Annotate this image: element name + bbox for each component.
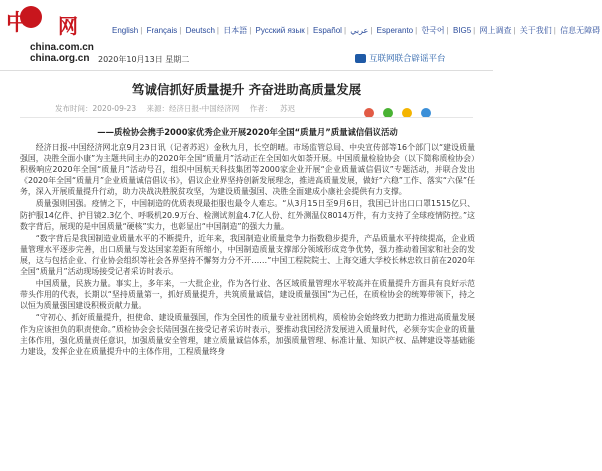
lang-link[interactable]: Esperanto <box>376 26 414 35</box>
domain-china-com-cn[interactable]: china.com.cn <box>30 42 94 53</box>
language-nav: English | Français | Deutsch | 日本語 | Русский язык | Español | عربي | Esperanto | 한국어 | BIG5 | 网上调查 | 关于我们 | 信息无障碍 <box>112 26 601 35</box>
lang-link[interactable]: Français <box>146 26 178 35</box>
qzone-share-icon[interactable] <box>402 108 412 118</box>
paragraph: 经济日报-中国经济网北京9月23日讯（记者苏迟）金秋九月，长空朗晴。市场监管总局、中央宣传部等16个部门以“建设质量强国，决胜全面小康”为主题共同主办的2020年全国“质量月”活动正在全国如火如荼开展。中国质量检验协会（以下简称质检协会）积极响应2020年全国“质量月”活动号召，组织中国航天科技集团等2000家企业开展“企业质量诚信倡议”专题活动，并联合发出《2020年全国“质量月”企业质量诚信倡议书》，倡议企业界坚持创新发展理念，推进高质量发展，做好“六稳”工作、落实“六保”任务，深入开展质量提升行动，助力决战决胜脱贫攻坚，为建设质量强国、决胜全面建成小康社会提供有力支撑。 <box>20 143 475 197</box>
site-header <box>0 0 601 72</box>
share-bar <box>360 102 431 121</box>
lang-link[interactable]: English <box>112 26 139 35</box>
about-link[interactable]: 关于我们 <box>519 26 552 35</box>
lang-link[interactable]: Español <box>313 26 342 35</box>
lang-link[interactable]: عربي <box>350 26 369 35</box>
article-body <box>20 126 475 358</box>
accessibility-link[interactable]: 信息无障碍 <box>560 26 601 35</box>
paragraph: “数字背后是我国制造业质量水平的不断提升，近年来，我国制造业质量竞争力指数稳步提升，产品质量水平持续提高，企业质量管理水平逐步完善，出口质量与发达国家差距有所缩小，中国制造质量支撑部分领域形成竞争优势，强力推动着国家和社会的发展，这与包括企业、行业协会组织等社会各界坚持不懈努力分不开……”中国工程院院士、上海交通大学校长林忠钦日前在2020年全国“质量月”活动现场接受记者采访时表示。 <box>20 233 475 277</box>
platform-icon <box>355 54 366 63</box>
meta-divider <box>20 117 473 118</box>
author-name: 苏迟 <box>280 104 296 113</box>
logo-glyph[interactable]: 中 <box>6 10 29 36</box>
survey-link[interactable]: 网上调查 <box>479 26 512 35</box>
article-subtitle: ——质检协会携手2000家优秀企业开展2020年全国“质量月”质量诚信倡议活动 <box>97 127 398 137</box>
lang-link[interactable]: Русский язык <box>255 26 305 35</box>
lang-link[interactable]: 日本語 <box>223 26 248 35</box>
lang-link[interactable]: 한국어 <box>421 26 445 35</box>
article-title: 笃诚信抓好质量提升 齐奋进助高质量发展 <box>131 82 362 97</box>
paragraph: 质量强则国强。疫情之下，中国制造的优质表现最拒服也最令人难忘。“从3月15日至9月6日，我国已计出口口罩1515亿只、防护服14亿件、护目镜2.3亿个、呼吸机20.9万台、检测试剂盒4.7亿人份、红外测温仪8014万件，有力支持了全球疫情防控。”这数字背后，展现的是中国质量“硬核”实力，也彰显出“中国制造”的强大力量。 <box>20 199 475 231</box>
platform-label: 互联网联合辟谣平台 <box>369 54 446 64</box>
lang-link[interactable]: BIG5 <box>452 26 472 35</box>
paragraph: 中国质量，民族力量。事实上，多年来，一大批企业，作为各行业、各区域质量管理水平较高并在质量提升方面具有良好示范带头作用的代表，长期以“坚持质量第一，抓好质量提升，共筑质量诚信，建设质量强国”为己任，在质检协会的统筹带领下，持之以恒为质量强国建设积极贡献力量。 <box>20 279 475 311</box>
current-date: 2020年10月13日 星期二 <box>98 55 190 64</box>
source: 来源：经济日报-中国经济网 <box>146 104 240 113</box>
header-divider <box>0 70 493 71</box>
weibo-share-icon[interactable] <box>364 108 374 118</box>
publish-time: 发布时间：2020-09-23 <box>55 104 137 113</box>
lang-link[interactable]: Deutsch <box>185 26 215 35</box>
author-label: 作者： <box>249 104 273 113</box>
paragraph: “守初心、抓好质量提升，担使命、建设质量强国，作为全国性的质量专业社团机构，质检协会始终致力把助力推进高质量发展作为应该担负的职责使命。”质检协会会长陆国强在接受记者采访时表示，要推动我国经济发展进入质量时代，必须夯实企业的质量主体作用，强化质量责任意识，加强质量安全管理，建立质量诚信体系，加强质量管理、标准计量、知识产权、品牌建设等基础能力建设，发挥企业在质量提升中的主体作用，工程质量终身 <box>20 313 475 356</box>
qq-share-icon[interactable] <box>421 108 431 118</box>
wechat-share-icon[interactable] <box>383 108 393 118</box>
domain-china-org-cn[interactable]: china.org.cn <box>30 53 90 64</box>
rumor-platform-link[interactable] <box>355 52 446 64</box>
logo-net-text[interactable]: 网 <box>58 14 78 38</box>
